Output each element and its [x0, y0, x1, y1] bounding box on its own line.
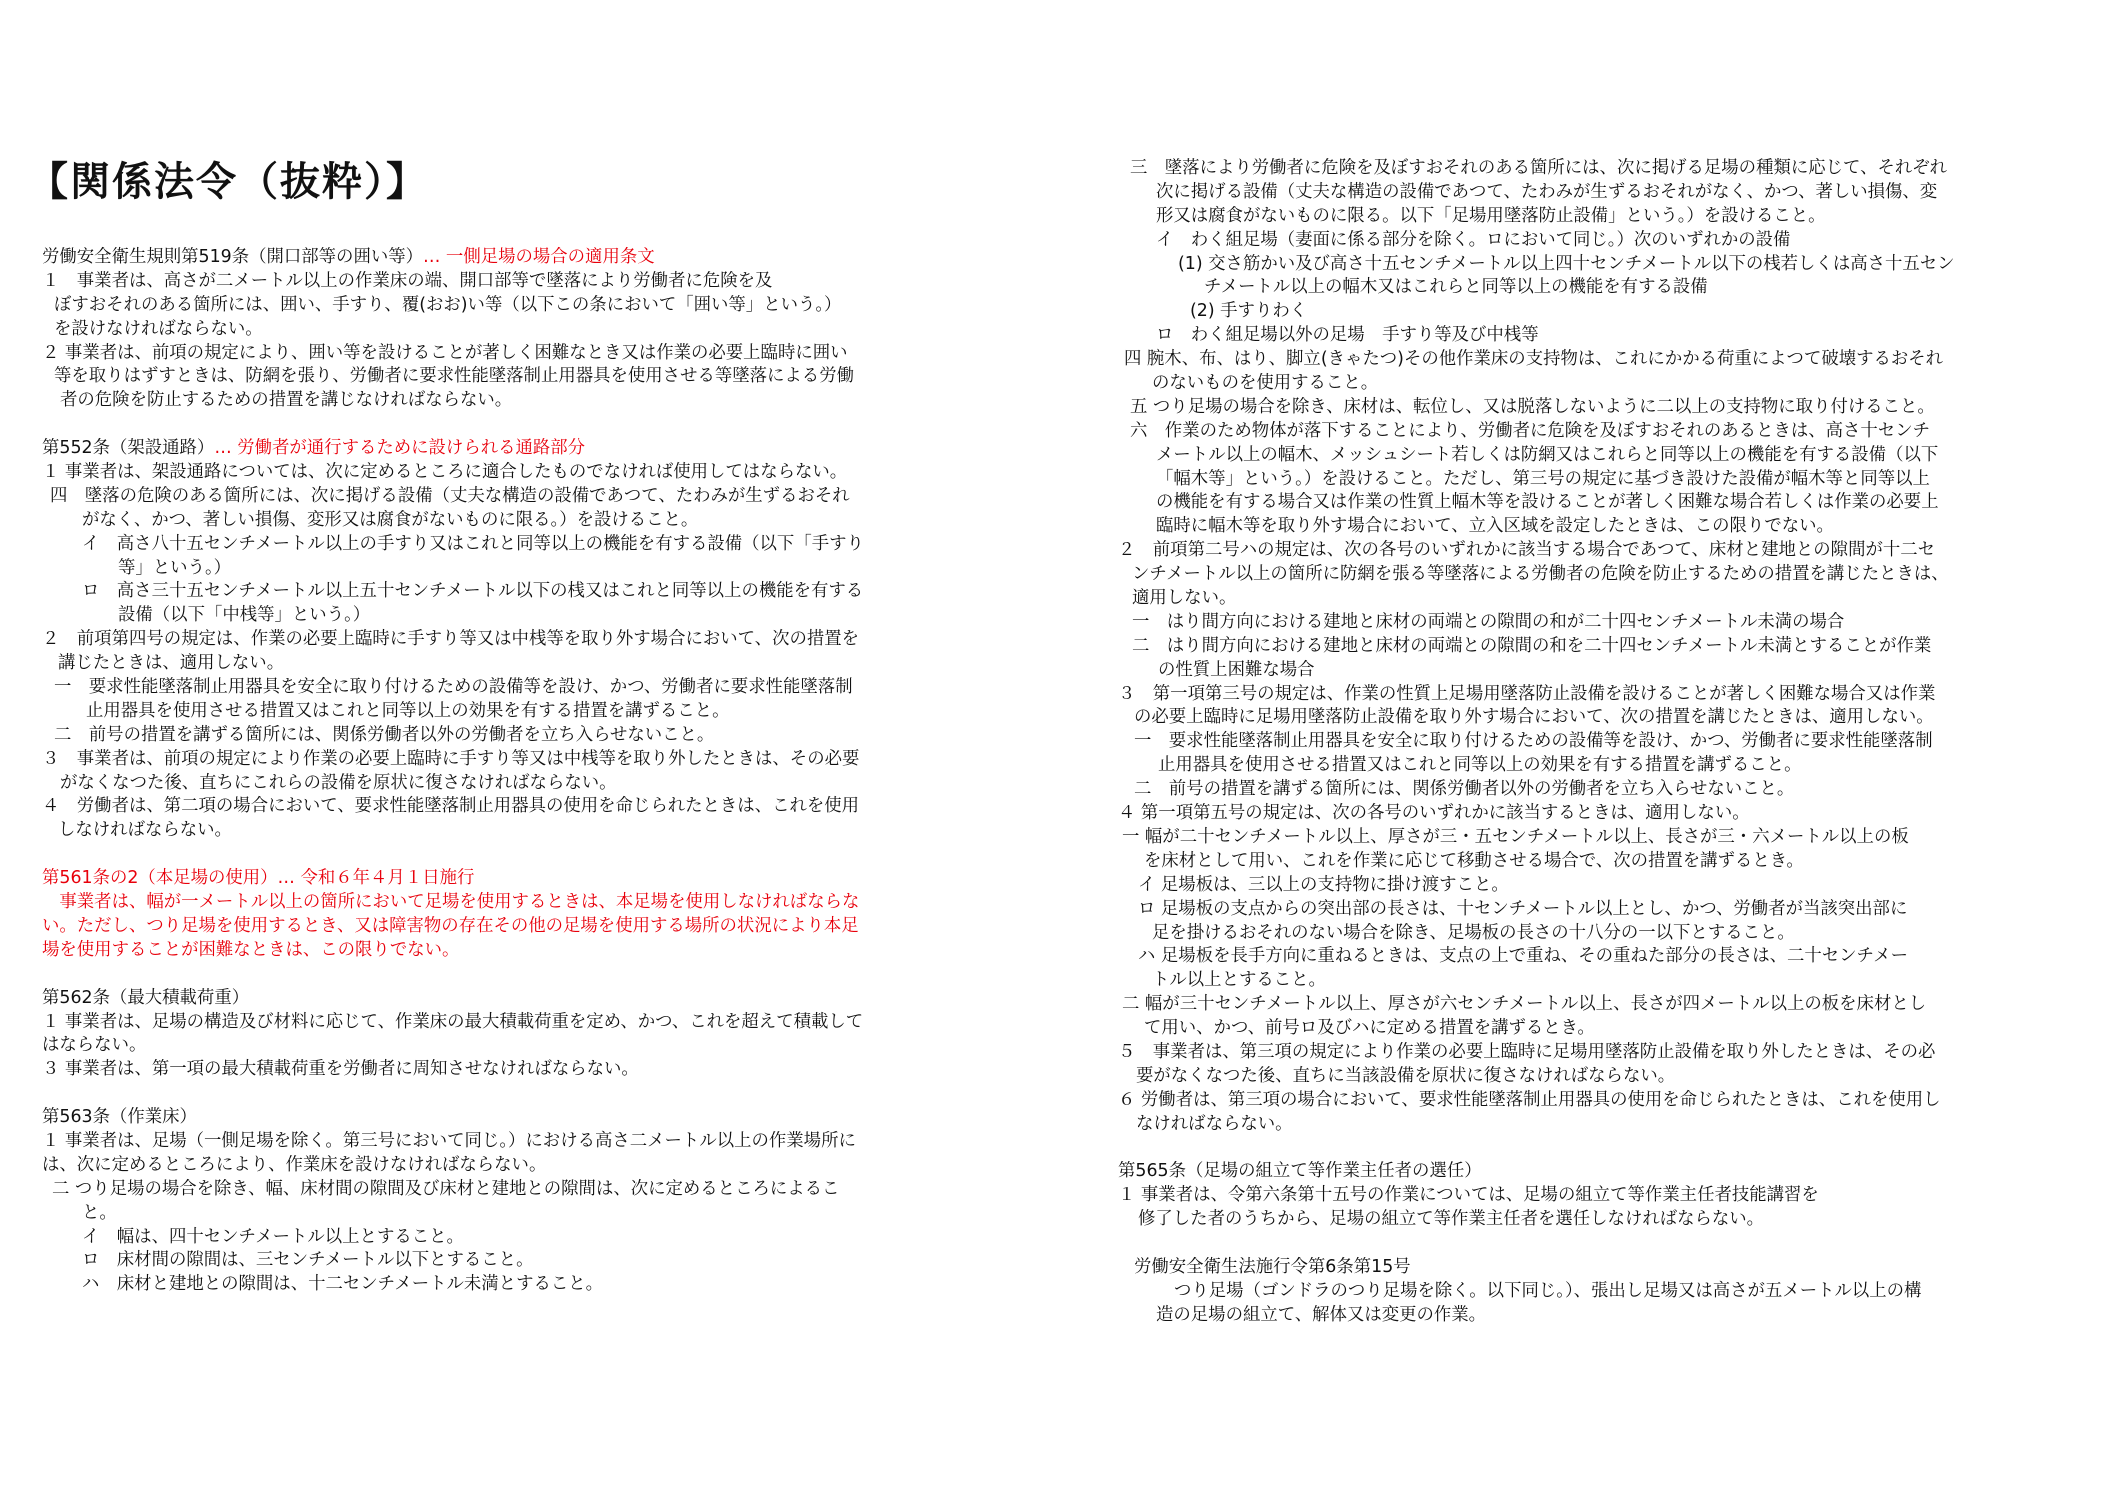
body-text: イ 足場板は、三以上の支持物に掛け渡すこと。 — [1138, 874, 1509, 895]
body-text: 五 つり足場の場合を除き、床材は、転位し、又は脱落しないように二以上の支持物に取り付けること。 — [1130, 396, 1935, 417]
highlight-text: 場を使用することが困難なときは、この限りでない。 — [42, 939, 460, 960]
text-line — [1118, 420, 2068, 444]
body-text: のないものを使用すること。 — [1152, 373, 1379, 394]
text-line — [1118, 969, 2068, 993]
text-line — [1118, 587, 2068, 611]
body-text: ンチメートル以上の箇所に防網を張る等墜落による労働者の危険を防止するための措置を講じたときは、 — [1132, 564, 1949, 585]
text-line — [42, 939, 992, 963]
text-line — [42, 509, 992, 533]
text-line — [1118, 826, 2068, 850]
body-text: ロ わく組足場以外の足場 手すり等及び中桟等 — [1156, 325, 1539, 346]
body-text: ハ 足場板を長手方向に重ねるときは、支点の上で重ね、その重ねた部分の長さは、二十センチメー — [1138, 946, 1909, 967]
body-text: ロ 床材間の隙間は、三センチメートル以下とすること。 — [82, 1250, 534, 1271]
text-line — [1118, 683, 2068, 707]
text-line — [1118, 157, 2068, 181]
body-text: 一 要求性能墜落制止用器具を安全に取り付けるための設備等を設け、かつ、労働者に要求性能墜落制 — [54, 677, 853, 698]
body-text: 第562条（最大積載荷重） — [42, 987, 250, 1008]
body-text: 要がなくなつた後、直ちに当該設備を原状に復さなければならない。 — [1136, 1065, 1676, 1086]
text-line — [42, 557, 992, 581]
left-column — [42, 246, 992, 1297]
text-line — [1118, 515, 2068, 539]
body-text: 止用器具を使用させる措置又はこれと同等以上の効果を有する措置を講ずること。 — [1158, 755, 1802, 776]
highlight-text: … 一側足場の場合の適用条文 — [423, 247, 655, 267]
body-text: (2) 手すりわく — [1190, 301, 1308, 322]
text-line — [1118, 874, 2068, 898]
body-text: メートル以上の幅木、メッシュシート若しくは防網又はこれらと同等以上の機能を有する設備（以下 — [1156, 444, 1939, 465]
body-text: １ 事業者は、高さが二メートル以上の作業床の端、開口部等で墜落により労働者に危険を及 — [42, 270, 773, 291]
text-line — [1118, 276, 2068, 300]
text-line — [42, 867, 992, 891]
body-text: 三 墜落により労働者に危険を及ぼすおそれのある箇所には、次に掲げる足場の種類に応じて、それぞれ — [1130, 158, 1948, 178]
body-text: 六 作業のため物体が落下することにより、労働者に危険を及ぼすおそれのあるときは、高さ十センチ — [1130, 420, 1930, 441]
body-text: 「幅木等」という。）を設けること。ただし、第三号の規定に基づき設けた設備が幅木等と同等以上 — [1156, 468, 1930, 489]
body-text: (1) 交さ筋かい及び高さ十五センチメートル以上四十センチメートル以下の桟若しくは高さ十五セン — [1178, 253, 1955, 274]
body-text: ６ 労働者は、第三項の場合において、要求性能墜落制止用器具の使用を命じられたときは、これを使用し — [1118, 1089, 1941, 1110]
body-text: ４ 第一項第五号の規定は、次の各号のいずれかに該当するときは、適用しない。 — [1118, 803, 1750, 824]
text-line — [42, 580, 992, 604]
body-text: 次に掲げる設備（丈夫な構造の設備であつて、たわみが生ずるおそれがなく、かつ、著しい損傷、変 — [1156, 181, 1938, 202]
body-text: ハ 床材と建地との隙間は、十二センチメートル未満とすること。 — [82, 1274, 604, 1295]
text-line — [1118, 539, 2068, 563]
body-text: 二 前号の措置を講ずる箇所には、関係労働者以外の労働者を立ち入らせないこと。 — [54, 724, 715, 745]
body-text: なければならない。 — [1136, 1113, 1293, 1134]
body-text: 講じたときは、適用しない。 — [58, 653, 285, 674]
text-line — [1118, 396, 2068, 420]
body-text: つり足場（ゴンドラのつり足場を除く。以下同じ。）、張出し足場又は高さが五メートル以上の構 — [1174, 1280, 1922, 1301]
body-text: はならない。 — [42, 1035, 147, 1056]
body-text: 一 要求性能墜落制止用器具を安全に取り付けるための設備等を設け、かつ、労働者に要求性能墜落制 — [1134, 731, 1933, 752]
body-text: 四 腕木、布、はり、脚立(きゃたつ)その他作業床の支持物は、これにかかる荷重によつて破壊するおそれ — [1124, 349, 1944, 370]
text-line — [1118, 348, 2068, 372]
text-line — [1118, 1065, 2068, 1089]
body-text: の性質上困難な場合 — [1158, 659, 1315, 680]
body-text: 止用器具を使用させる措置又はこれと同等以上の効果を有する措置を講ずること。 — [86, 700, 730, 721]
text-line — [42, 1202, 992, 1226]
text-line — [1118, 611, 2068, 635]
body-text: ３ 事業者は、第一項の最大積載荷重を労働者に周知させなければならない。 — [42, 1059, 639, 1080]
text-line — [42, 342, 992, 366]
body-text: ２ 前項第二号ハの規定は、次の各号のいずれかに該当する場合であつて、床材と建地との隙間が十二セ — [1118, 540, 1936, 561]
text-line — [42, 1106, 992, 1130]
paragraph-gap — [1118, 1232, 2068, 1256]
body-text: 設備（以下「中桟等」という。） — [118, 605, 371, 626]
paragraph-gap — [42, 413, 992, 437]
body-text: 第552条（架設通路） — [42, 438, 215, 459]
body-text: ５ 事業者は、第三項の規定により作業の必要上臨時に足場用墜落防止設備を取り外したときは、その必 — [1118, 1041, 1936, 1062]
body-text: トル以上とすること。 — [1152, 970, 1326, 991]
body-text: １ 事業者は、架設通路については、次に定めるところに適合したものでなければ使用してはならない。 — [42, 462, 848, 483]
text-line — [42, 437, 992, 461]
text-line — [42, 819, 992, 843]
body-text: 第565条（足場の組立て等作業主任者の選任） — [1118, 1161, 1482, 1182]
body-text: 足を掛けるおそれのない場合を除き、足場板の長さの十八分の一以下とすること。 — [1152, 922, 1795, 943]
text-line — [42, 1130, 992, 1154]
text-line — [1118, 1256, 2068, 1280]
text-line — [1118, 1041, 2068, 1065]
text-line — [1118, 922, 2068, 946]
text-line — [1118, 850, 2068, 874]
text-line — [42, 748, 992, 772]
text-line — [42, 628, 992, 652]
text-line — [42, 365, 992, 389]
body-text: 四 墜落の危険のある箇所には、次に掲げる設備（丈夫な構造の設備であつて、たわみが生ずるおそれ — [50, 485, 850, 506]
right-column — [1118, 157, 2068, 1328]
text-line — [42, 700, 992, 724]
text-line — [1118, 372, 2068, 396]
text-line — [1118, 491, 2068, 515]
body-text: 者の危険を防止するための措置を講じなければならない。 — [60, 390, 513, 411]
text-line — [42, 795, 992, 819]
text-line — [42, 270, 992, 294]
highlight-text: 第561条の2（本足場の使用）… 令和６年４月１日施行 — [42, 868, 475, 889]
text-line — [42, 294, 992, 318]
body-text: しなければならない。 — [58, 820, 232, 841]
text-line — [1118, 635, 2068, 659]
text-line — [1118, 898, 2068, 922]
body-text: ３ 第一項第三号の規定は、作業の性質上足場用墜落防止設備を設けることが著しく困難な場合又は作業 — [1118, 683, 1936, 704]
body-text: がなく、かつ、著しい損傷、変形又は腐食がないものに限る。）を設けること。 — [82, 509, 699, 530]
text-line — [42, 1058, 992, 1082]
text-line — [1118, 324, 2068, 348]
text-line — [42, 1154, 992, 1178]
text-line — [1118, 1280, 2068, 1304]
body-text: 二 つり足場の場合を除き、幅、床材間の隙間及び床材と建地との隙間は、次に定めるところによるこ — [52, 1178, 840, 1199]
body-text: ２ 前項第四号の規定は、作業の必要上臨時に手すり等又は中桟等を取り外す場合において、次の措置を — [42, 629, 860, 650]
text-line — [42, 1249, 992, 1273]
text-line — [42, 1034, 992, 1058]
body-text: 臨時に幅木等を取り外す場合において、立入区域を設定したときは、この限りでない。 — [1156, 516, 1834, 537]
text-line — [42, 891, 992, 915]
text-line — [1118, 1089, 2068, 1113]
body-text: ロ 高さ三十五センチメートル以上五十センチメートル以下の桟又はこれと同等以上の機能を有する — [82, 581, 864, 602]
text-line — [1118, 1304, 2068, 1328]
body-text: 等」という。） — [118, 557, 232, 578]
text-line — [1118, 1017, 2068, 1041]
text-line — [1118, 1160, 2068, 1184]
body-text: 適用しない。 — [1132, 588, 1237, 609]
text-line — [42, 915, 992, 939]
body-text: チメートル以上の幅木又はこれらと同等以上の機能を有する設備 — [1204, 277, 1708, 298]
text-line — [1118, 993, 2068, 1017]
highlight-text: い。ただし、つり足場を使用するとき、又は障害物の存在その他の足場を使用する場所の状況により本足 — [42, 915, 859, 936]
body-text: の必要上臨時に足場用墜落防止設備を取り外す場合において、次の措置を講じたときは、適用しない。 — [1134, 707, 1934, 728]
text-line — [1118, 1208, 2068, 1232]
body-text: 第563条（作業床） — [42, 1107, 197, 1128]
text-line — [1118, 205, 2068, 229]
body-text: １ 事業者は、足場（一側足場を除く。第三号において同じ。）における高さ二メートル以上の作業場所に — [42, 1130, 856, 1151]
body-text: 一 幅が二十センチメートル以上、厚さが三・五センチメートル以上、長さが三・六メートル以上の板 — [1122, 826, 1909, 847]
paragraph-gap — [1118, 1137, 2068, 1161]
highlight-text: … 労働者が通行するために設けられる通路部分 — [214, 438, 586, 459]
text-line — [42, 246, 992, 270]
text-line — [1118, 706, 2068, 730]
body-text: ３ 事業者は、前項の規定により作業の必要上臨時に手すり等又は中桟等を取り外したときは、その必要 — [42, 748, 860, 769]
paragraph-gap — [42, 1082, 992, 1106]
text-line — [42, 1226, 992, 1250]
text-line — [1118, 730, 2068, 754]
text-line — [42, 1273, 992, 1297]
text-line — [1118, 778, 2068, 802]
text-line — [42, 772, 992, 796]
body-text: ぼすおそれのある箇所には、囲い、手すり、覆(おお)い等（以下この条において「囲い等」という。） — [54, 294, 842, 315]
body-text: 形又は腐食がないものに限る。以下「足場用墜落防止設備」という。）を設けること。 — [1156, 205, 1826, 226]
body-text: 二 前号の措置を講ずる箇所には、関係労働者以外の労働者を立ち入らせないこと。 — [1134, 779, 1795, 800]
body-text: イ 幅は、四十センチメートル以上とすること。 — [82, 1226, 464, 1247]
text-line — [1118, 659, 2068, 683]
body-text: 一 はり間方向における建地と床材の両端との隙間の和が二十四センチメートル未満の場合 — [1132, 611, 1845, 632]
body-text: ２ 事業者は、前項の規定により、囲い等を設けることが著しく困難なとき又は作業の必要上臨時に囲い — [42, 342, 848, 363]
body-text: イ 高さ八十五センチメートル以上の手すり又はこれと同等以上の機能を有する設備（以下「手すり — [82, 533, 864, 554]
body-text: 等を取りはずすときは、防網を張り、労働者に要求性能墜落制止用器具を使用させる等墜落による労働 — [54, 366, 854, 387]
body-text: イ わく組足場（妻面に係る部分を除く。ロにおいて同じ。）次のいずれかの設備 — [1156, 229, 1791, 250]
body-text: 二 はり間方向における建地と床材の両端との隙間の和を二十四センチメートル未満とすることが作業 — [1132, 635, 1932, 656]
text-line — [1118, 563, 2068, 587]
text-line — [1118, 754, 2068, 778]
body-text: を床材として用い、これを作業に応じて移動させる場合で、次の措置を講ずるとき。 — [1144, 850, 1804, 871]
text-line — [42, 389, 992, 413]
text-line — [1118, 253, 2068, 277]
text-line — [42, 652, 992, 676]
text-line — [42, 1011, 992, 1035]
body-text: 労働安全衛生規則第519条（開口部等の囲い等） — [42, 247, 424, 267]
text-line — [1118, 1184, 2068, 1208]
text-line — [1118, 444, 2068, 468]
text-line — [1118, 468, 2068, 492]
text-line — [42, 318, 992, 342]
page-title: 【関係法令（抜粋）】 — [28, 159, 428, 205]
body-text: の機能を有する場合又は作業の性質上幅木等を設けることが著しく困難な場合若しくは作業の必要上 — [1156, 492, 1939, 513]
body-text: 二 幅が三十センチメートル以上、厚さが六センチメートル以上、長さが四メートル以上の板を床材とし — [1122, 994, 1927, 1015]
text-line — [1118, 802, 2068, 826]
body-text: て用い、かつ、前号ロ及びハに定める措置を講ずるとき。 — [1144, 1018, 1595, 1039]
body-text: 造の足場の組立て、解体又は変更の作業。 — [1156, 1304, 1487, 1325]
text-line — [1118, 229, 2068, 253]
text-line — [42, 1178, 992, 1202]
text-line — [42, 604, 992, 628]
body-text: は、次に定めるところにより、作業床を設けなければならない。 — [42, 1154, 547, 1175]
text-line — [42, 533, 992, 557]
text-line — [42, 676, 992, 700]
body-text: 修了した者のうちから、足場の組立て等作業主任者を選任しなければならない。 — [1138, 1209, 1765, 1230]
body-text: １ 事業者は、令第六条第十五号の作業については、足場の組立て等作業主任者技能講習を — [1118, 1185, 1819, 1206]
body-text: を設けなければならない。 — [54, 318, 263, 339]
text-line — [1118, 945, 2068, 969]
text-line — [1118, 1113, 2068, 1137]
text-line — [42, 987, 992, 1011]
text-line — [42, 461, 992, 485]
body-text: ロ 足場板の支点からの突出部の長さは、十センチメートル以上とし、かつ、労働者が当該突出部に — [1138, 898, 1908, 919]
text-line — [42, 724, 992, 748]
body-text: ４ 労働者は、第二項の場合において、要求性能墜落制止用器具の使用を命じられたときは、これを使用 — [42, 796, 860, 817]
highlight-text: 事業者は、幅が一メートル以上の箇所において足場を使用するときは、本足場を使用しなければならな — [42, 892, 860, 913]
paragraph-gap — [42, 843, 992, 867]
body-text: １ 事業者は、足場の構造及び材料に応じて、作業床の最大積載荷重を定め、かつ、これを超えて積載して — [42, 1011, 864, 1032]
body-text: がなくなつた後、直ちにこれらの設備を原状に復さなければならない。 — [60, 772, 617, 793]
text-line — [42, 485, 992, 509]
text-line — [1118, 300, 2068, 324]
body-text: と。 — [82, 1202, 117, 1223]
paragraph-gap — [42, 963, 992, 987]
text-line — [1118, 181, 2068, 205]
body-text: 労働安全衛生法施行令第6条第15号 — [1134, 1256, 1411, 1277]
